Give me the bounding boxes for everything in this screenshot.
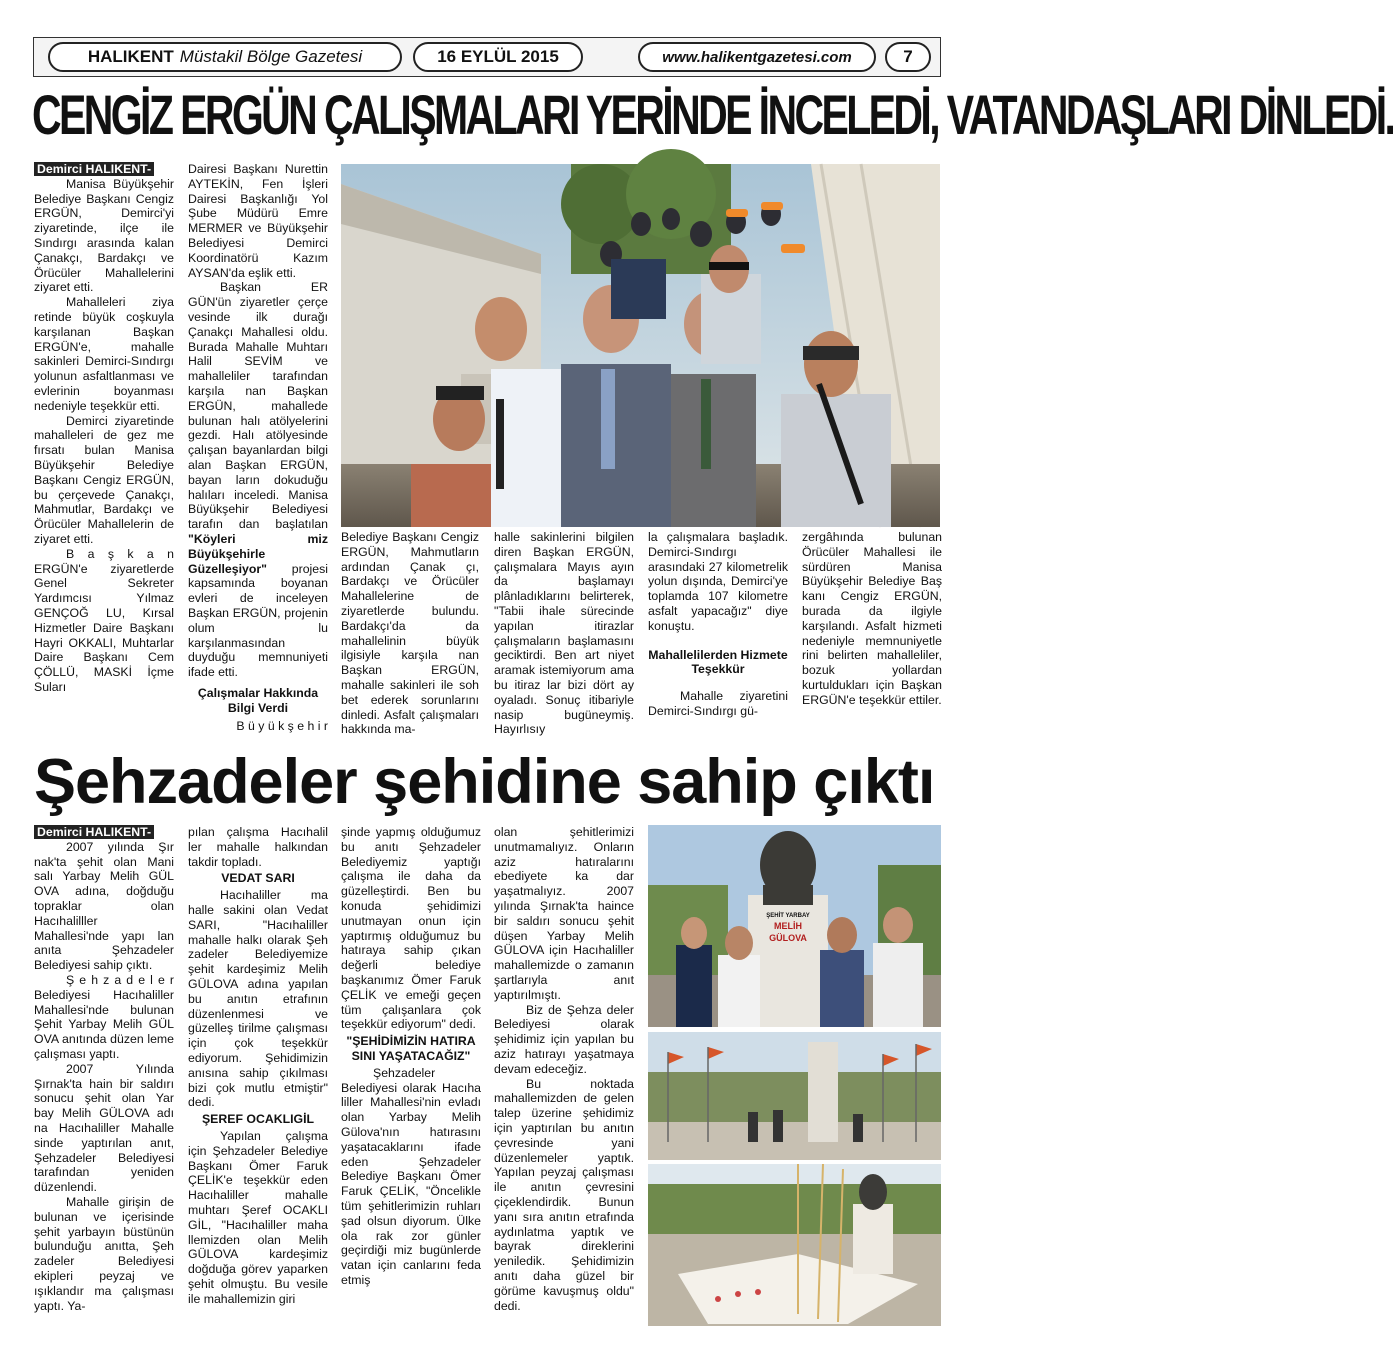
paragraph: Hacıhaliller ma halle sakini olan Vedat SARI, "Hacıhaliller mahalle halkı olarak Şeh zadeler Belediyemize şehit kardeşimiz Melih GÜLOVA adına yapılan bu anıtın etrafının düzenlenmesi ve güzelleş tirilme çalışması için çok teşekkür ediyorum. Şehidimizin anısına sahip çıkılması bizi çok mutlu etmiştir" dedi. xyxy=(188,888,328,1110)
paragraph: la çalışmalara başladık. Demirci-Sındırgı arasındaki 27 kilometrelik yolun dışında, Demirci'ye toplamda 107 kilometre asfalt yapacağız" diye konuştu. xyxy=(648,530,788,633)
paragraph: 2007 Yılında Şırnak'ta hain bir saldırı sonucu şehit olan Yar bay Melih GÜLOVA adı na Hacıhaliller Mahalle sinde yaptırılan anıt, Şehzadeler Belediyesi tarafından yeniden düzenlendi. xyxy=(34,1061,174,1195)
paragraph: Mahalleleri ziya retinde büyük coşkuyla karşılanan Başkan ERGÜN'e, mahalle sakinleri Demirci-Sındırgı yolunun asfaltlanması ve evlerinin boyanması nedeniyle teşekkür etti. xyxy=(34,295,174,413)
plaque-line-3: GÜLOVA xyxy=(769,933,807,943)
paragraph: halle sakinlerini bilgilen diren Başkan ERGÜN, çalışmalara Mayıs ayın da başlamayı plânladıklarını belirterek, "Tabii ihale sürecinde yapılan itirazlar çalışmaların başlamasını geciktirdi. Ben art niyet aramak istemiyorum ama bu itiraz lar bizi dört ay oyaladı. Sonuç itibariyle nasip bugüneymiş. Hayırlısıy xyxy=(494,530,634,737)
paragraph: Manisa Büyükşehir Belediye Başkanı Cengiz ERGÜN, Demirci'yi ziyaretinde, ilçe ile Sındırgı arasında kalan Çanakçı, Bardakçı ve Örücüler Mahallelerini ziyaret etti. xyxy=(34,176,174,295)
subheading: ŞEREF OCAKLIGİL xyxy=(201,1112,315,1127)
article1-column-1 xyxy=(34,162,174,738)
paragraph: zergâhında bulunan Örücüler Mahallesi ile sürdüren Manisa Büyükşehir Belediye Baş kanı Cengiz ERGÜN, burada da ilgiyle karşılandı. Asfalt hizmeti nedeniyle memnuniyetle rini belirten mahalleliler, bozuk yollardan kurtuldukları için Başkan ERGÜN'e teşekkür ettiler. xyxy=(802,530,942,707)
article1-column-6 xyxy=(802,530,942,740)
article1-column-5 xyxy=(648,530,788,740)
paragraph xyxy=(188,280,328,680)
paragraph: B a ş k a n ERGÜN'e ziyaretlerde Genel Sekreter Yardımcısı Yılmaz GENÇOĞ LU, Kırsal Hizmetler Daire Başkanı Hayri OKKALI, Muhtarlar Daire Başkanı Cem ÇÖLLÜ, MASKİ İçme Suları xyxy=(34,546,174,694)
paragraph-text: projesi kapsamında boyanan evleri de inceleyen Başkan ERGÜN, projenin olum lu karşılanmasından duyduğu memnuniyeti ifade etti. xyxy=(188,561,328,680)
article1-headline: CENGİZ ERGÜN ÇALIŞMALARI YERİNDE İNCELEDİ, VATANDAŞLARI DİNLEDİ. xyxy=(32,83,1393,147)
article1-column-2 xyxy=(188,162,328,738)
article1-column-3 xyxy=(341,530,479,740)
subheading: VEDAT SARI xyxy=(221,871,295,886)
article1-column-4 xyxy=(494,530,634,740)
article1-photo xyxy=(341,164,940,527)
monument-photo xyxy=(648,825,941,1027)
article2-column-2 xyxy=(188,825,328,1320)
dateline: Demirci HALIKENT- xyxy=(34,825,154,839)
subheading: "ŞEHİDİMİZİN HATIRA SINI YAŞATACAĞIZ" xyxy=(346,1034,476,1063)
article2-column-1 xyxy=(34,825,174,1320)
subheading: Çalışmalar Hakkında Bilgi Verdi xyxy=(197,685,319,715)
paragraph: B ü y ü k ş e h i r xyxy=(236,719,328,734)
project-name: "Köyleri miz Büyükşehirle Güzelleşiyor" xyxy=(188,531,328,576)
paragraph: 2007 yılında Şır nak'ta şehit olan Mani salı Yarbay Melih GÜL OVA adına, doğduğu topraklar olan Hacıhalilller Mahallesi'nde yapı lan anıta Şehzadeler Belediyesi sahip çıktı. xyxy=(34,839,174,973)
article2-headline: Şehzadeler şehidine sahip çıktı xyxy=(34,747,935,817)
website-link[interactable]: www.halikentgazetesi.com xyxy=(638,42,876,72)
plaque-line-1: ŞEHİT YARBAY xyxy=(766,913,810,919)
issue-date: 16 EYLÜL 2015 xyxy=(413,42,583,72)
plaque-line-2: MELİH xyxy=(774,921,802,931)
paragraph: Mahalle girişin de bulunan ve içerisinde şehit yarbayın büstünün bulunduğu anıtta, Şeh zadeler Belediyesi ekipleri peyzaj ve ışıklandır ma çalışması yaptı. Ya- xyxy=(34,1194,174,1313)
brand-name: HALIKENT xyxy=(87,47,174,66)
article2-column-4 xyxy=(494,825,634,1320)
paragraph: Belediye Başkanı Cengiz ERGÜN, Mahmutların ardından Çanak çı, Bardakçı ve Örücüler Mahallelerine de ziyaretlerde bulundu. Bardakçı'da da mahallelinin büyük ilgisiyle karşıla nan Başkan ERGÜN, mahalle sakinleri ile soh bet ederek sorunlarını dinledi. Asfalt çalışmaları hakkında ma- xyxy=(341,530,479,737)
masthead-brand xyxy=(48,42,402,72)
paragraph: Yapılan çalışma için Şehzadeler Belediye Başkanı Ömer Faruk ÇELİK'e teşekkür eden Hacıhaliller mahalle muhtarı Şeref OCAKLI GİL, "Hacıhaliller maha llemizden olan Melih GÜLOVA kardeşimiz doğduğa görev yaparken şehit olmuştu. Bu vesile ile mahallemizin giri xyxy=(188,1128,328,1306)
paragraph: Biz de Şehza deler Belediyesi olarak şehidimiz için yapılan bu aziz hatırayı yaşatmaya devam edeceğiz. xyxy=(494,1002,634,1076)
square-photo xyxy=(648,1032,941,1160)
paragraph: Demirci ziyaretinde mahalleleri de gez me fırsatı bulan Manisa Büyükşehir Belediye Başkanı Cengiz ERGÜN, bu çerçevede Çanakçı, Mahmutlar, Bardakçı ve Örücüler Mahallelerin de ziyaret etti. xyxy=(34,413,174,546)
paragraph: şinde yapmış olduğumuz bu anıtı Şehzadeler Belediyemiz yaptığı çalışma ile daha da güzelleştirdi. Ben bu konuda şehidimizi unutmayan onun için yaptırmış olduğumuz bu hatıraya sahip çıkan değerli belediye başkanımız Ömer Faruk ÇELİK ve emeği geçen tüm çalışanlara çok teşekkür ediyorum" dedi. xyxy=(341,825,481,1032)
page-number: 7 xyxy=(885,42,931,72)
paragraph-text: Başkan ER GÜN'ün ziyaretler çerçe vesinde ilk durağı Çanakçı Mahallesi oldu. Burada Mahalle Muhtarı Halil SEVİM ve mahalleliler tarafından karşıla nan Başkan ERGÜN, mahallede bulunan halı atölyelerini gezdi. Halı atölyesinde çalışan bayanlardan bilgi alan Başkan ERGÜN, bayan ların dokuduğu halıları inceledi. Manisa Büyükşehir Belediyesi tarafın dan başlatılan xyxy=(188,280,328,532)
article2-column-3 xyxy=(341,825,481,1320)
paragraph: Şehzadeler Belediyesi olarak Hacıha liller Mahallesi'nin evladı olan Yarbay Melih Gülova'nın hatırasını yaşatacaklarını ifade eden Şehzadeler Belediye Başkanı Ömer Faruk ÇELİK, "Öncelikle tüm şehitlerimizin ruhları şad olsun diyorum. Ülke ola rak zor günler geçirdiği miz bugünlerde vatan için canlarını feda etmiş xyxy=(341,1065,481,1287)
paragraph: Ş e h z a d e l e r Belediyesi Hacıhaliller Mahallesi'nde bulunan Şehit Yarbay Melih GÜL OVA anıtında düzen leme çalışması yaptı. xyxy=(34,972,174,1061)
subheading: Mahallelilerden Hizmete Teşekkür xyxy=(648,647,788,677)
paragraph: Bu noktada mahallemizden de gelen talep üzerine şehidimiz için yaptırılan bu anıtın çevresinde yani düzenlemeler yaptık. Yapılan peyzaj çalışması ile anıtın çevresini çiçeklendirdik. Bunun yanı sıra anıtın etrafında aydınlatma yaptık ve bayrak direklerini yeniledik. Şehidimizin anıtı daha güzel bir görüme kavuşmuş oldu" dedi. xyxy=(494,1076,634,1313)
garden-photo xyxy=(648,1164,941,1326)
paragraph: Mahalle ziyaretini Demirci-Sındırgı gü- xyxy=(648,689,788,718)
dateline: Demirci HALIKENT- xyxy=(34,162,154,176)
paragraph: Dairesi Başkanı Nurettin AYTEKİN, Fen İşleri Dairesi Başkanlığı Yol Şube Müdürü Emre MERMER ve Büyükşehir Belediyesi Demirci Koordinatörü Kazım AYSAN'da eşlik etti. xyxy=(188,162,328,280)
paragraph: olan şehitlerimizi unutmamalıyız. Onların aziz hatıralarını ebediyete ka dar yaşatmalıyız. 2007 yılında Şırnak'ta haince bir saldırı sonucu şehit düşen Yarbay Melih GÜLOVA için Hacıhaliller mahallemizde o zamanın şartlarıyla anıt yaptırılmıştı. xyxy=(494,825,634,1002)
paragraph: pılan çalışma Hacıhalil ler mahalle halkından takdir topladı. xyxy=(188,825,328,869)
brand-suffix: Müstakil Bölge Gazetesi xyxy=(179,47,363,66)
